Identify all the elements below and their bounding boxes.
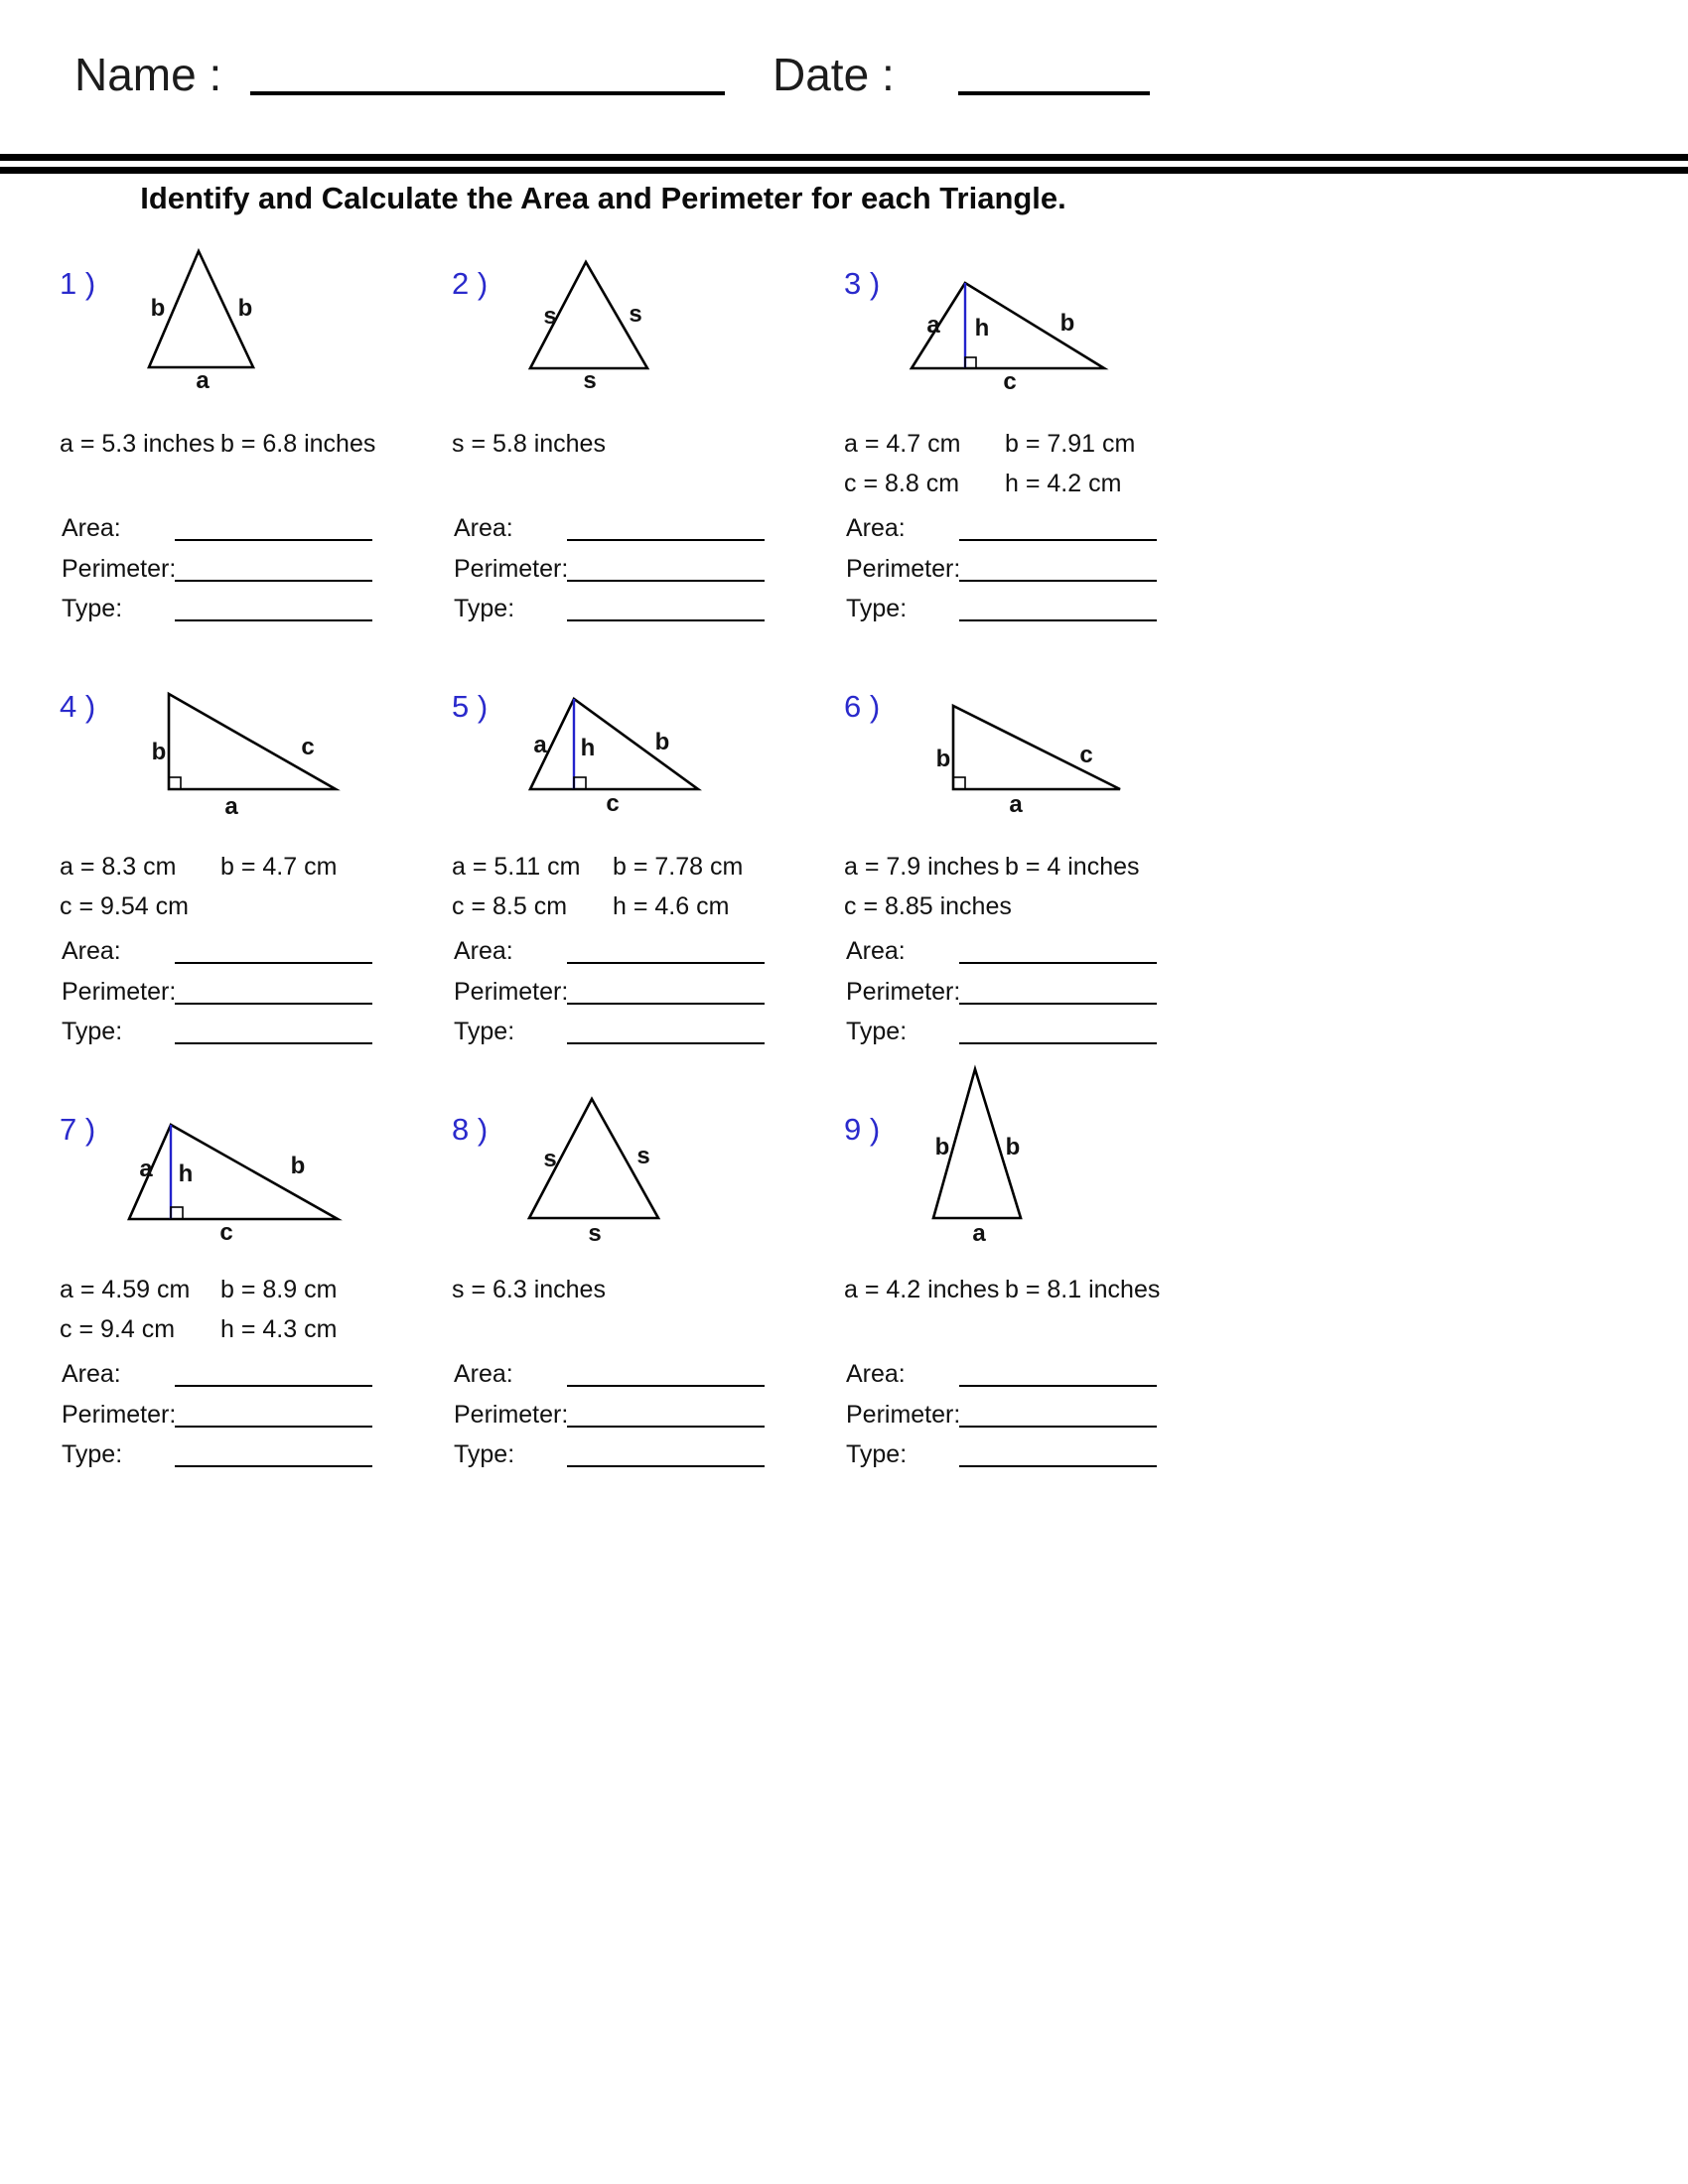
triangle-figure xyxy=(925,1064,1035,1248)
answer-fields xyxy=(846,514,1157,635)
area-field xyxy=(62,1360,372,1401)
perimeter-label: Perimeter: xyxy=(454,554,569,583)
side-label-left: s xyxy=(543,303,557,330)
given-measurements xyxy=(452,430,797,470)
given-row xyxy=(60,892,405,932)
area-label: Area: xyxy=(62,1360,121,1388)
height-label: h xyxy=(974,315,990,341)
perimeter-field xyxy=(62,1401,372,1441)
given-value: b = 4.7 cm xyxy=(220,853,338,881)
problem-7 xyxy=(60,1096,439,1513)
answer-fields xyxy=(454,937,765,1058)
perimeter-answer-line xyxy=(567,978,765,1005)
given-row xyxy=(452,892,797,932)
type-label: Type: xyxy=(846,595,908,622)
problem-number: 1 ) xyxy=(60,266,96,301)
perimeter-answer-line xyxy=(175,555,372,582)
side-label-hypotenuse: c xyxy=(1079,742,1093,768)
answer-fields xyxy=(454,1360,765,1481)
given-value: a = 4.2 inches xyxy=(844,1276,1000,1303)
given-row xyxy=(452,430,797,470)
area-label: Area: xyxy=(62,937,121,965)
worksheet-title: Identify and Calculate the Area and Perimeter for each Triangle. xyxy=(140,181,1066,215)
given-measurements xyxy=(60,1276,405,1355)
area-answer-line xyxy=(175,1360,372,1387)
given-value: b = 8.1 inches xyxy=(1005,1276,1161,1303)
answer-fields xyxy=(62,937,372,1058)
area-field xyxy=(846,514,1157,555)
side-label-left: b xyxy=(935,746,951,772)
side-label-right: b xyxy=(290,1153,306,1179)
side-label-left: b xyxy=(150,295,166,322)
problem-4 xyxy=(60,673,439,1090)
triangle-figure xyxy=(517,1096,671,1247)
perimeter-label: Perimeter: xyxy=(62,1400,177,1429)
problem-8 xyxy=(452,1096,831,1513)
given-measurements xyxy=(452,1276,797,1315)
perimeter-label: Perimeter: xyxy=(454,977,569,1006)
given-measurements xyxy=(844,1276,1190,1315)
triangle-figure xyxy=(121,1120,345,1247)
given-value: h = 4.3 cm xyxy=(220,1315,338,1343)
type-label: Type: xyxy=(846,1018,908,1045)
problem-number: 4 ) xyxy=(60,689,96,724)
side-label-left: s xyxy=(543,1146,557,1172)
problem-6 xyxy=(844,673,1223,1090)
side-label-left: a xyxy=(139,1156,153,1182)
given-value: b = 7.91 cm xyxy=(1005,430,1136,458)
side-label-base: c xyxy=(219,1219,233,1246)
side-label-right: s xyxy=(629,301,642,328)
given-value: b = 8.9 cm xyxy=(220,1276,338,1303)
given-measurements xyxy=(844,853,1190,932)
type-answer-line xyxy=(567,1440,765,1467)
given-measurements xyxy=(60,853,405,932)
given-row xyxy=(844,892,1190,932)
side-label-left: b xyxy=(151,739,167,765)
side-label-base: c xyxy=(606,790,620,817)
side-label-hypotenuse: c xyxy=(301,734,315,760)
side-label-base: s xyxy=(583,367,597,394)
given-value: a = 4.7 cm xyxy=(844,430,961,458)
given-measurements xyxy=(844,430,1190,509)
side-label-base: a xyxy=(972,1220,986,1247)
given-value: b = 7.78 cm xyxy=(613,853,744,881)
perimeter-label: Perimeter: xyxy=(846,1400,961,1429)
side-label-base: a xyxy=(196,367,210,394)
right-angle-mark xyxy=(953,777,965,789)
type-answer-line xyxy=(959,1018,1157,1044)
problem-number: 5 ) xyxy=(452,689,489,724)
area-label: Area: xyxy=(846,514,906,542)
type-answer-line xyxy=(175,595,372,621)
perimeter-field xyxy=(454,1401,765,1441)
area-field xyxy=(454,937,765,978)
perimeter-answer-line xyxy=(959,555,1157,582)
perimeter-field xyxy=(846,978,1157,1019)
given-value: c = 8.5 cm xyxy=(452,892,568,920)
given-value: a = 5.11 cm xyxy=(452,853,581,881)
given-value: a = 8.3 cm xyxy=(60,853,177,881)
type-field xyxy=(846,1440,1157,1481)
problem-number: 8 ) xyxy=(452,1112,489,1147)
side-label-base: c xyxy=(1003,368,1017,395)
area-label: Area: xyxy=(846,1360,906,1388)
perimeter-label: Perimeter: xyxy=(846,554,961,583)
date-label: Date : xyxy=(773,49,895,100)
type-field xyxy=(62,595,372,635)
type-field xyxy=(846,595,1157,635)
given-value: h = 4.2 cm xyxy=(1005,470,1122,497)
right-angle-mark xyxy=(171,1207,183,1219)
given-value: a = 4.59 cm xyxy=(60,1276,191,1303)
triangle-outline xyxy=(912,283,1104,368)
area-label: Area: xyxy=(454,937,513,965)
triangle-figure xyxy=(149,689,348,820)
given-row xyxy=(60,430,405,470)
given-value: b = 4 inches xyxy=(1005,853,1140,881)
given-value: c = 9.4 cm xyxy=(60,1315,176,1343)
problem-5 xyxy=(452,673,831,1090)
problem-number: 9 ) xyxy=(844,1112,881,1147)
area-field xyxy=(846,937,1157,978)
type-field xyxy=(454,595,765,635)
area-answer-line xyxy=(175,514,372,541)
divider-line-top xyxy=(0,154,1688,161)
area-answer-line xyxy=(175,937,372,964)
height-label: h xyxy=(178,1160,194,1187)
area-answer-line xyxy=(959,514,1157,541)
type-field xyxy=(454,1440,765,1481)
name-answer-line xyxy=(250,56,725,95)
given-row xyxy=(844,1276,1190,1315)
given-value: s = 6.3 inches xyxy=(452,1276,606,1303)
side-label-right: b xyxy=(1059,310,1075,337)
given-row xyxy=(452,1276,797,1315)
type-field xyxy=(454,1018,765,1058)
type-label: Type: xyxy=(846,1440,908,1468)
triangle-outline xyxy=(530,699,698,789)
perimeter-field xyxy=(846,555,1157,596)
type-answer-line xyxy=(959,595,1157,621)
type-label: Type: xyxy=(454,1440,515,1468)
triangle-figure xyxy=(931,701,1130,820)
answer-fields xyxy=(62,1360,372,1481)
given-row xyxy=(844,430,1190,470)
triangle-figure xyxy=(139,248,273,397)
side-label-left: a xyxy=(926,312,940,339)
area-answer-line xyxy=(959,937,1157,964)
problem-2 xyxy=(452,250,831,667)
type-label: Type: xyxy=(454,595,515,622)
type-label: Type: xyxy=(62,595,123,622)
type-answer-line xyxy=(567,1018,765,1044)
problem-number: 2 ) xyxy=(452,266,489,301)
triangle-figure xyxy=(523,693,707,818)
triangle-outline xyxy=(953,706,1120,789)
given-row xyxy=(60,1276,405,1315)
type-answer-line xyxy=(959,1440,1157,1467)
date-answer-line xyxy=(958,56,1150,95)
perimeter-answer-line xyxy=(959,978,1157,1005)
perimeter-answer-line xyxy=(567,555,765,582)
right-angle-mark xyxy=(574,777,586,789)
perimeter-answer-line xyxy=(175,1401,372,1428)
right-angle-mark xyxy=(965,357,976,368)
side-label-left: b xyxy=(934,1134,950,1160)
area-field xyxy=(62,937,372,978)
perimeter-field xyxy=(62,978,372,1019)
perimeter-answer-line xyxy=(175,978,372,1005)
given-row xyxy=(60,853,405,892)
area-field xyxy=(62,514,372,555)
given-value: b = 6.8 inches xyxy=(220,430,376,458)
answer-fields xyxy=(454,514,765,635)
given-value: c = 8.8 cm xyxy=(844,470,960,497)
perimeter-field xyxy=(846,1401,1157,1441)
side-label-left: a xyxy=(533,732,547,758)
perimeter-field xyxy=(454,555,765,596)
answer-fields xyxy=(62,514,372,635)
side-label-base: s xyxy=(588,1220,602,1247)
problem-number: 6 ) xyxy=(844,689,881,724)
perimeter-answer-line xyxy=(959,1401,1157,1428)
given-measurements xyxy=(452,853,797,932)
problem-3 xyxy=(844,250,1223,667)
divider-line-bottom xyxy=(0,167,1688,174)
problem-1 xyxy=(60,250,439,667)
type-label: Type: xyxy=(62,1440,123,1468)
type-field xyxy=(846,1018,1157,1058)
triangle-figure xyxy=(521,254,660,398)
area-field xyxy=(454,514,765,555)
side-label-right: b xyxy=(237,295,253,322)
right-angle-mark xyxy=(169,777,181,789)
area-answer-line xyxy=(567,514,765,541)
height-label: h xyxy=(580,735,596,761)
side-label-base: a xyxy=(224,793,238,820)
given-value: a = 7.9 inches xyxy=(844,853,1000,881)
perimeter-label: Perimeter: xyxy=(454,1400,569,1429)
perimeter-field xyxy=(62,555,372,596)
given-row xyxy=(60,1315,405,1355)
area-field xyxy=(454,1360,765,1401)
given-value: h = 4.6 cm xyxy=(613,892,730,920)
side-label-right: b xyxy=(1005,1134,1021,1160)
given-value: a = 5.3 inches xyxy=(60,430,215,458)
given-measurements xyxy=(60,430,405,470)
given-value: c = 9.54 cm xyxy=(60,892,189,920)
area-answer-line xyxy=(959,1360,1157,1387)
problem-number: 3 ) xyxy=(844,266,881,301)
side-label-right: s xyxy=(636,1143,650,1169)
triangle-figure xyxy=(906,276,1114,397)
triangle-outline xyxy=(129,1125,338,1219)
given-row xyxy=(844,470,1190,509)
area-answer-line xyxy=(567,1360,765,1387)
type-label: Type: xyxy=(62,1018,123,1045)
name-label: Name : xyxy=(74,49,222,100)
perimeter-label: Perimeter: xyxy=(62,977,177,1006)
area-label: Area: xyxy=(454,1360,513,1388)
problem-number: 7 ) xyxy=(60,1112,96,1147)
type-label: Type: xyxy=(454,1018,515,1045)
answer-fields xyxy=(846,937,1157,1058)
answer-fields xyxy=(846,1360,1157,1481)
area-answer-line xyxy=(567,937,765,964)
perimeter-field xyxy=(454,978,765,1019)
type-answer-line xyxy=(175,1018,372,1044)
given-row xyxy=(844,853,1190,892)
perimeter-label: Perimeter: xyxy=(62,554,177,583)
perimeter-label: Perimeter: xyxy=(846,977,961,1006)
type-answer-line xyxy=(175,1440,372,1467)
type-field xyxy=(62,1018,372,1058)
problem-9 xyxy=(844,1096,1223,1513)
area-label: Area: xyxy=(454,514,513,542)
area-label: Area: xyxy=(846,937,906,965)
side-label-base: a xyxy=(1009,791,1023,818)
side-label-right: b xyxy=(654,729,670,755)
given-value: s = 5.8 inches xyxy=(452,430,606,458)
area-label: Area: xyxy=(62,514,121,542)
given-row xyxy=(452,853,797,892)
type-field xyxy=(62,1440,372,1481)
type-answer-line xyxy=(567,595,765,621)
given-value: c = 8.85 inches xyxy=(844,892,1012,920)
perimeter-answer-line xyxy=(567,1401,765,1428)
area-field xyxy=(846,1360,1157,1401)
